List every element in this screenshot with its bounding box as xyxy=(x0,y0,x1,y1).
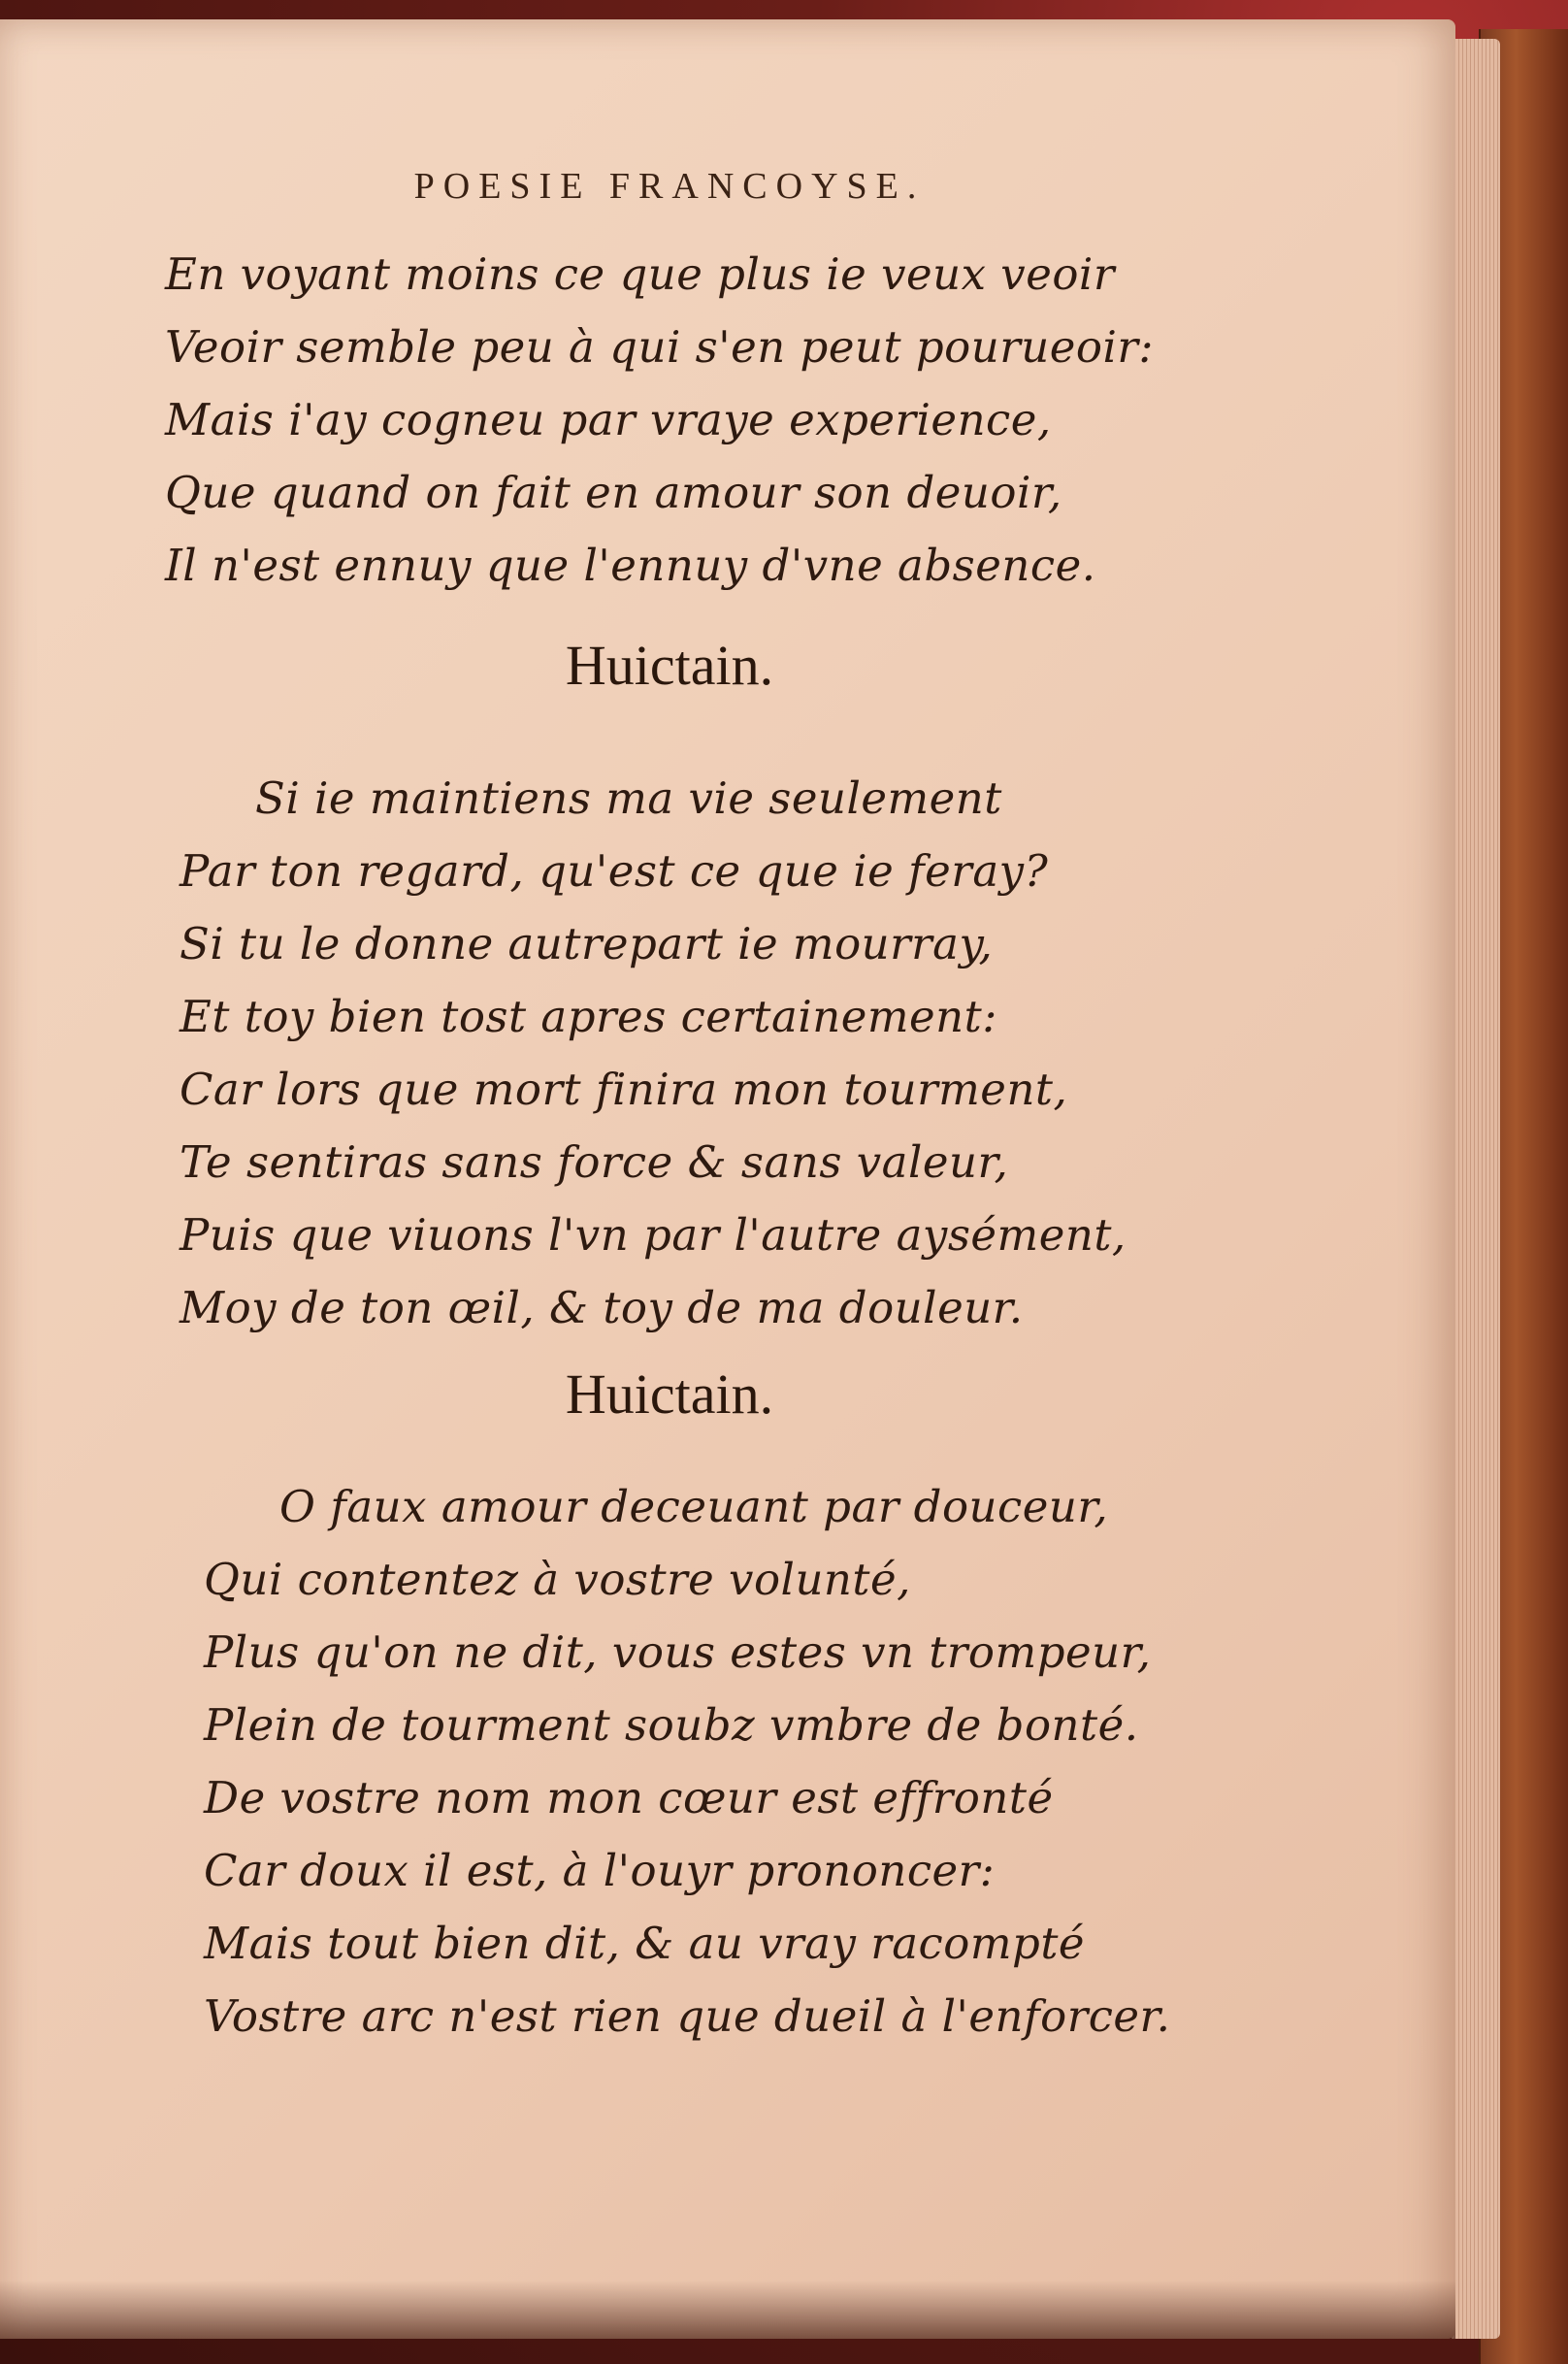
verse-line: Par ton regard, qu'est ce que ie feray? xyxy=(180,845,1049,897)
verse-line: Car lors que mort finira mon tourment, xyxy=(180,1064,1068,1115)
verse-line: Vostre arc n'est rien que dueil à l'enforcer. xyxy=(204,1990,1171,2042)
book-page xyxy=(0,19,1455,2339)
verse-line: En voyant moins ce que plus ie veux veoir xyxy=(165,248,1115,300)
verse-line: Car doux il est, à l'ouyr prononcer: xyxy=(204,1845,996,1896)
verse-line: Que quand on fait en amour son deuoir, xyxy=(165,467,1062,518)
stanza-3 xyxy=(204,1470,1174,2052)
verse-line: Mais tout bien dit, & au vray racompté xyxy=(204,1918,1086,1969)
verse-line: Et toy bien tost apres certainement: xyxy=(180,991,997,1042)
verse-line: Plein de tourment soubz vmbre de bonté. xyxy=(204,1699,1139,1751)
verse-line: Si ie maintiens ma vie seulement xyxy=(255,772,1002,824)
verse-line: Moy de ton œil, & toy de ma douleur. xyxy=(180,1282,1024,1333)
verse-line: Si tu le donne autrepart ie mourray, xyxy=(180,918,994,969)
page-stack-edge xyxy=(1452,39,1500,2339)
page-bottom-shadow xyxy=(0,2281,1455,2339)
verse-line: O faux amour deceuant par douceur, xyxy=(279,1481,1109,1532)
verse-line: Te sentiras sans force & sans valeur, xyxy=(180,1136,1009,1188)
stanza-1 xyxy=(165,238,1155,602)
verse-line: Mais i'ay cogneu par vraye experience, xyxy=(165,394,1052,445)
huictain-heading-2: Huictain. xyxy=(565,1363,774,1426)
verse-line: Plus qu'on ne dit, vous estes vn trompeur, xyxy=(204,1626,1152,1678)
stanza-2 xyxy=(180,762,1150,1344)
verse-line: Il n'est ennuy que l'ennuy d'vne absence. xyxy=(165,540,1096,591)
verse-line: Qui contentez à vostre volunté, xyxy=(204,1554,911,1605)
verse-line: Puis que viuons l'vn par l'autre aysément, xyxy=(180,1209,1127,1261)
verse-line: Veoir semble peu à qui s'en peut pourueoir: xyxy=(165,321,1155,373)
running-head: POESIE FRANCOYSE. xyxy=(413,166,926,207)
huictain-heading-1: Huictain. xyxy=(565,634,774,697)
verse-line: De vostre nom mon cœur est effronté xyxy=(204,1772,1054,1823)
